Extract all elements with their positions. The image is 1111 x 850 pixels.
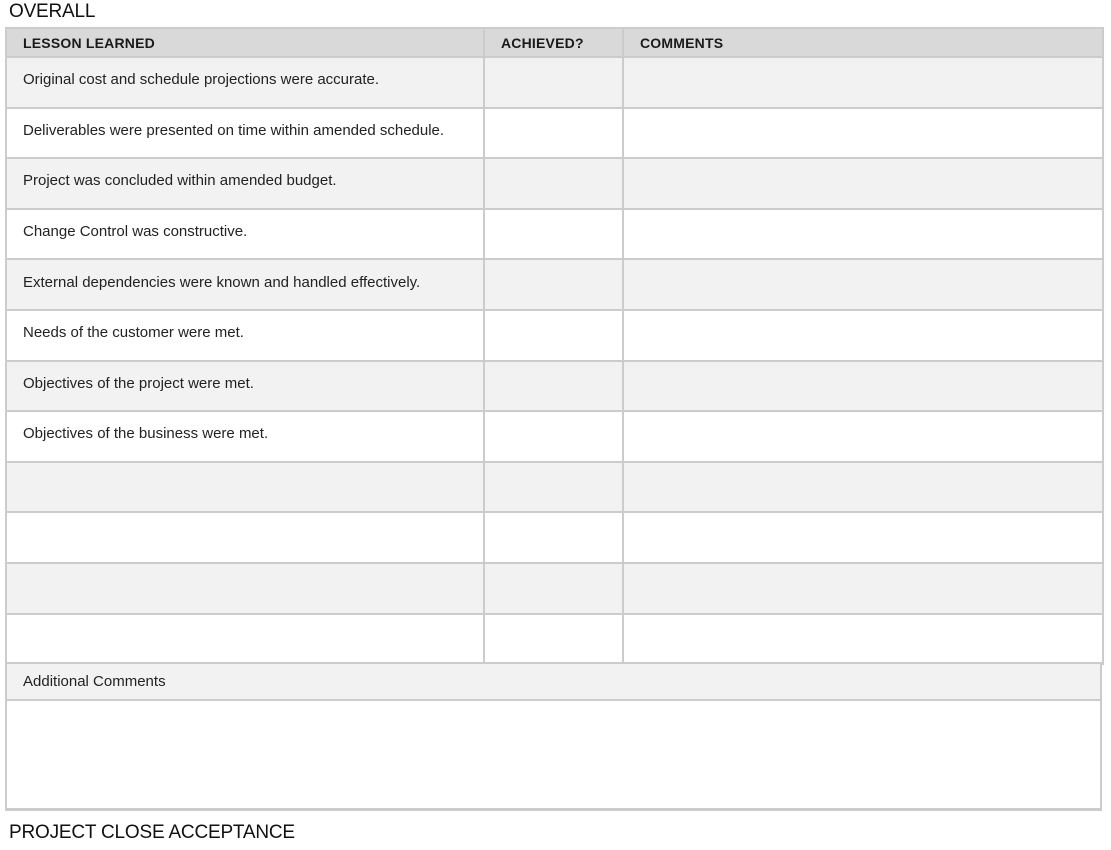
achieved-cell[interactable]: [484, 361, 623, 412]
table-row: [6, 108, 1103, 159]
additional-comments-body-row: [6, 700, 1101, 809]
comments-cell[interactable]: [623, 209, 1103, 260]
table-row: [6, 361, 1103, 412]
table-row: [6, 310, 1103, 361]
table-row: [6, 462, 1103, 513]
table-row: [6, 563, 1103, 614]
lesson-learned-cell[interactable]: Objectives of the project were met.: [6, 361, 484, 412]
lesson-learned-cell[interactable]: Project was concluded within amended budget.: [6, 158, 484, 209]
additional-comments-label: Additional Comments: [6, 663, 1101, 700]
column-header-achieved: ACHIEVED?: [484, 28, 623, 57]
lesson-learned-cell[interactable]: External dependencies were known and handled effectively.: [6, 259, 484, 310]
achieved-cell[interactable]: [484, 57, 623, 108]
comments-cell[interactable]: [623, 259, 1103, 310]
additional-comments-table: [5, 662, 1102, 811]
comments-cell[interactable]: [623, 462, 1103, 513]
comments-cell[interactable]: [623, 310, 1103, 361]
column-header-lesson-learned: LESSON LEARNED: [6, 28, 484, 57]
comments-cell[interactable]: [623, 158, 1103, 209]
table-row: [6, 209, 1103, 260]
achieved-cell[interactable]: [484, 411, 623, 462]
lesson-learned-cell[interactable]: [6, 563, 484, 614]
lessons-learned-table: [5, 27, 1104, 665]
table-row: [6, 57, 1103, 108]
lesson-learned-cell[interactable]: Objectives of the business were met.: [6, 411, 484, 462]
table-row: [6, 259, 1103, 310]
additional-comments-header-row: [6, 663, 1101, 700]
lesson-learned-cell[interactable]: [6, 512, 484, 563]
comments-cell[interactable]: [623, 563, 1103, 614]
table-row: [6, 158, 1103, 209]
achieved-cell[interactable]: [484, 462, 623, 513]
achieved-cell[interactable]: [484, 563, 623, 614]
section-title-overall: OVERALL: [9, 1, 96, 22]
lesson-learned-cell[interactable]: [6, 614, 484, 665]
comments-cell[interactable]: [623, 57, 1103, 108]
comments-cell[interactable]: [623, 361, 1103, 412]
column-header-comments: COMMENTS: [623, 28, 1103, 57]
achieved-cell[interactable]: [484, 259, 623, 310]
table-header-row: [6, 28, 1103, 57]
achieved-cell[interactable]: [484, 614, 623, 665]
lesson-learned-cell[interactable]: Change Control was constructive.: [6, 209, 484, 260]
comments-cell[interactable]: [623, 512, 1103, 563]
table-row: [6, 614, 1103, 665]
achieved-cell[interactable]: [484, 158, 623, 209]
lesson-learned-cell[interactable]: [6, 462, 484, 513]
additional-comments-field[interactable]: [6, 700, 1101, 809]
achieved-cell[interactable]: [484, 512, 623, 563]
section-title-project-close-acceptance: PROJECT CLOSE ACCEPTANCE: [9, 822, 295, 843]
achieved-cell[interactable]: [484, 310, 623, 361]
comments-cell[interactable]: [623, 108, 1103, 159]
table-row: [6, 512, 1103, 563]
achieved-cell[interactable]: [484, 209, 623, 260]
table-row: [6, 411, 1103, 462]
lesson-learned-cell[interactable]: Needs of the customer were met.: [6, 310, 484, 361]
comments-cell[interactable]: [623, 614, 1103, 665]
comments-cell[interactable]: [623, 411, 1103, 462]
lesson-learned-cell[interactable]: Deliverables were presented on time within amended schedule.: [6, 108, 484, 159]
lesson-learned-cell[interactable]: Original cost and schedule projections were accurate.: [6, 57, 484, 108]
achieved-cell[interactable]: [484, 108, 623, 159]
